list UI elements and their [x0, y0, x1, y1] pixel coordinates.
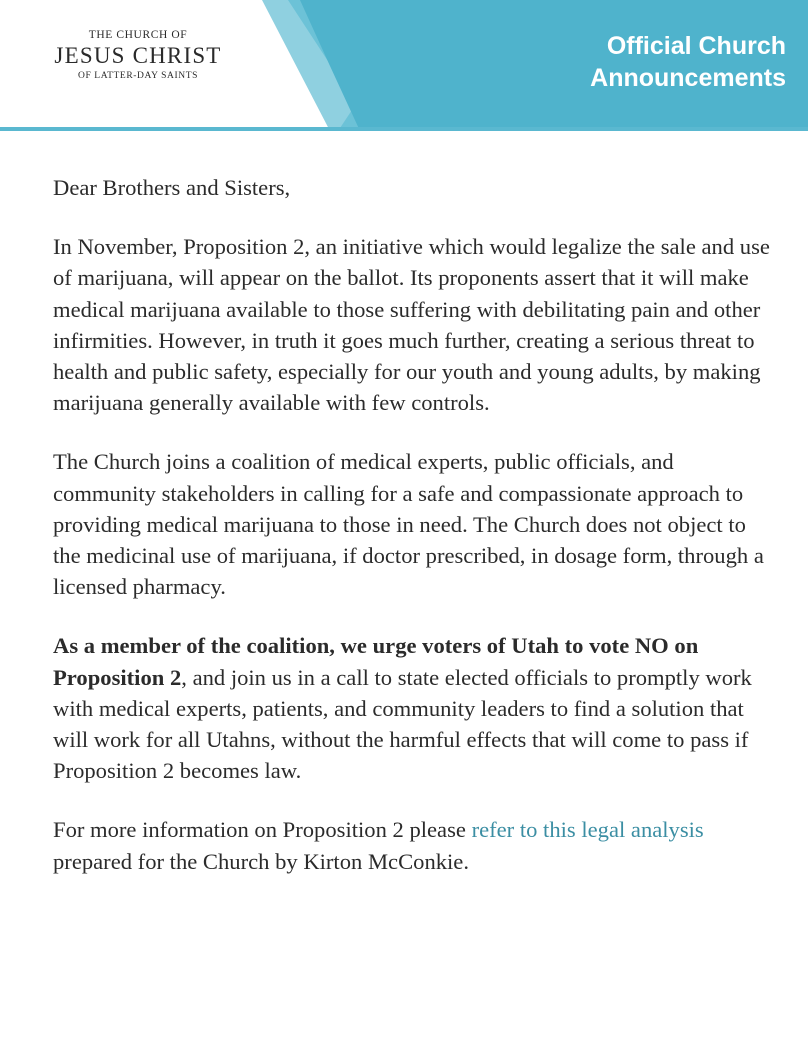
paragraph-3	[53, 630, 773, 786]
paragraph-4-end: prepared for the Church by Kirton McConkie.	[53, 848, 469, 874]
paragraph-3-emphasis: As a member of the coalition, we urge voters of Utah to vote NO on Proposition 2	[53, 633, 699, 690]
letter-greeting: Dear Brothers and Sisters,	[53, 175, 291, 200]
title-line-1: Official Church	[606, 32, 786, 60]
paragraph-1: In November, Proposition 2, an initiative which would legalize the sale and use of marijuana, will appear on the ballot. Its proponents assert that it will make medical marijuana available to those suffering with debilitating pain and other infirmities. However, in truth it goes much further, creating a serious threat to health and public safety, especially for our youth and young adults, by making marijuana generally available with few controls.	[53, 234, 770, 416]
paragraph-4	[53, 814, 773, 876]
church-logo[interactable]	[28, 28, 248, 83]
legal-analysis-link[interactable]: refer to this legal analysis	[471, 817, 704, 843]
logo-line-1: THE CHURCH OF	[88, 29, 188, 41]
header-rule	[0, 127, 808, 131]
paragraph-2: The Church joins a coalition of medical experts, public officials, and community stakeholders in calling for a safe and compassionate approach to providing medical marijuana to those in need. The Church does not object to the medicinal use of marijuana, if doctor prescribed, in dosage form, through a licensed pharmacy.	[53, 449, 764, 600]
logo-line-2: JESUS CHRIST	[54, 43, 222, 68]
announcements-title	[590, 30, 786, 94]
title-line-2: Announcements	[590, 64, 786, 92]
paragraph-3-rest: , and join us in a call to state elected officials to promptly work with medical experts, patients, and community leaders to find a solution that will work for all Utahns, without the harmful effects that will come to pass if Proposition 2 becomes law.	[53, 664, 752, 784]
logo-line-3: OF LATTER-DAY SAINTS	[77, 71, 199, 81]
paragraph-4-start: For more information on Proposition 2 please	[53, 817, 472, 843]
header-banner	[0, 0, 808, 131]
letter-body	[53, 172, 773, 877]
